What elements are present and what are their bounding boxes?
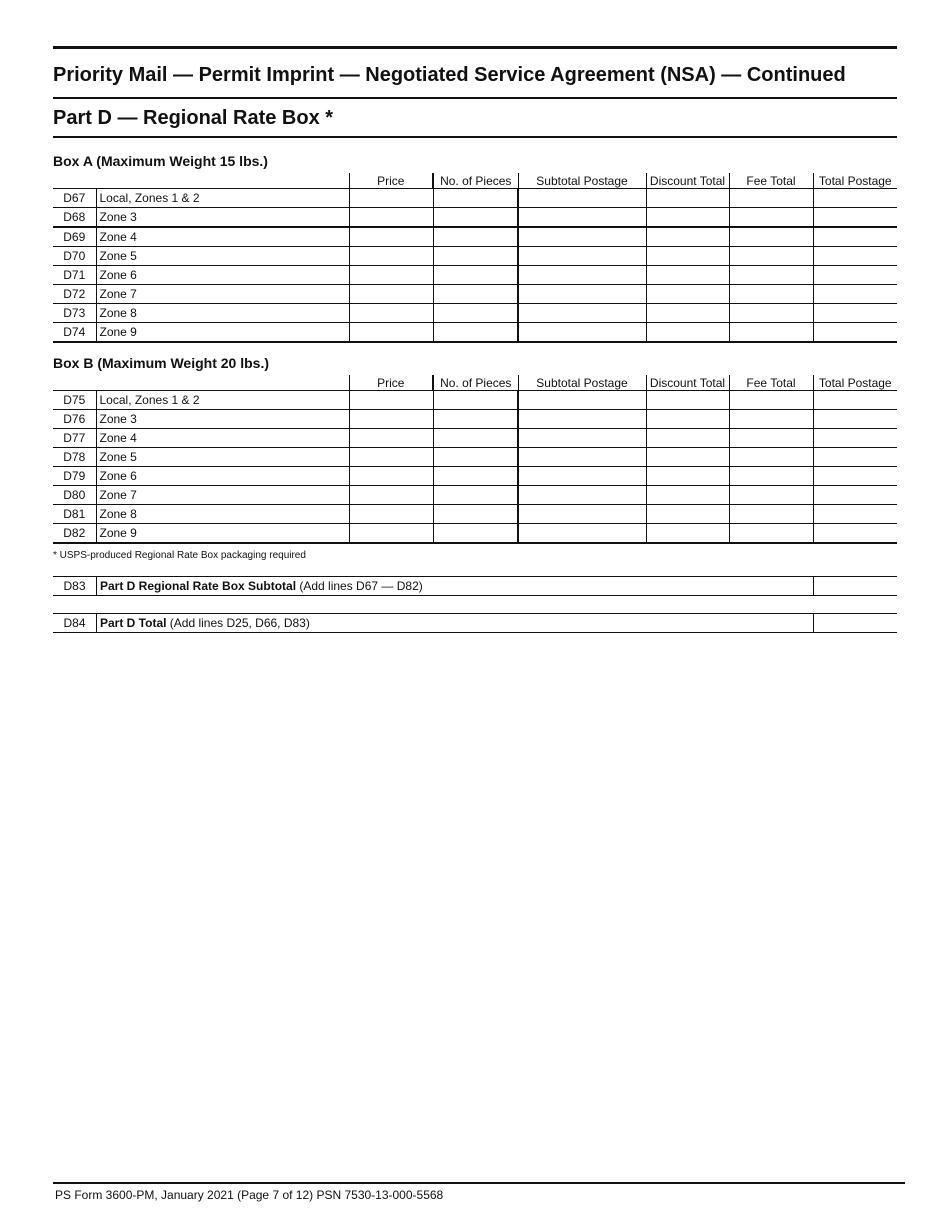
fee-total-field[interactable] <box>729 429 813 448</box>
subtotal-postage-field[interactable] <box>518 467 646 486</box>
subtotal-label <box>97 577 814 596</box>
subtotal-value-field[interactable] <box>814 577 898 596</box>
line-number: D67 <box>53 189 96 208</box>
subtotal-row <box>53 576 897 596</box>
fee-total-field[interactable] <box>729 410 813 429</box>
zone-label: Zone 9 <box>96 323 349 343</box>
column-header-pieces: No. of Pieces <box>433 173 518 189</box>
line-number: D70 <box>53 247 96 266</box>
subtotal-postage-field[interactable] <box>518 227 646 247</box>
column-header-price: Price <box>349 173 433 189</box>
box-b-header-row <box>53 375 897 391</box>
discount-total-field[interactable] <box>646 323 729 343</box>
zone-label: Zone 5 <box>96 448 349 467</box>
line-number: D72 <box>53 285 96 304</box>
fee-total-field[interactable] <box>729 285 813 304</box>
total-postage-field[interactable] <box>813 448 897 467</box>
box-b-table <box>53 375 897 544</box>
total-postage-field[interactable] <box>813 247 897 266</box>
pieces-field[interactable] <box>433 208 518 228</box>
discount-total-field[interactable] <box>646 227 729 247</box>
subtotal-postage-field[interactable] <box>518 410 646 429</box>
subtotal-postage-field[interactable] <box>518 524 646 544</box>
zone-label: Zone 8 <box>96 304 349 323</box>
zone-label: Zone 4 <box>96 429 349 448</box>
fee-total-field[interactable] <box>729 391 813 410</box>
total-postage-field[interactable] <box>813 227 897 247</box>
subtotal-postage-field[interactable] <box>518 189 646 208</box>
subtotal-label-rest: (Add lines D67 — D82) <box>296 579 423 593</box>
pieces-field[interactable] <box>433 285 518 304</box>
line-number: D81 <box>53 505 96 524</box>
discount-total-field[interactable] <box>646 524 729 544</box>
total-label <box>97 614 814 633</box>
price-field[interactable] <box>349 467 433 486</box>
pieces-field[interactable] <box>433 524 518 544</box>
zone-label: Zone 7 <box>96 285 349 304</box>
form-footer: PS Form 3600-PM, January 2021 (Page 7 of 12) PSN 7530-13-000-5568 <box>53 1182 905 1202</box>
discount-total-field[interactable] <box>646 429 729 448</box>
price-field[interactable] <box>349 285 433 304</box>
line-number: D84 <box>53 614 97 633</box>
line-number: D69 <box>53 227 96 247</box>
fee-total-field[interactable] <box>729 448 813 467</box>
total-postage-field[interactable] <box>813 304 897 323</box>
fee-total-field[interactable] <box>729 505 813 524</box>
total-postage-field[interactable] <box>813 486 897 505</box>
discount-total-field[interactable] <box>646 304 729 323</box>
subtotal-postage-field[interactable] <box>518 429 646 448</box>
pieces-field[interactable] <box>433 448 518 467</box>
total-value-field[interactable] <box>814 614 898 633</box>
total-postage-field[interactable] <box>813 524 897 544</box>
table-row <box>53 410 897 429</box>
line-number: D71 <box>53 266 96 285</box>
total-postage-field[interactable] <box>813 266 897 285</box>
pieces-field[interactable] <box>433 410 518 429</box>
discount-total-field[interactable] <box>646 247 729 266</box>
fee-total-field[interactable] <box>729 247 813 266</box>
table-row <box>53 189 897 208</box>
price-field[interactable] <box>349 410 433 429</box>
table-row <box>53 227 897 247</box>
fee-total-field[interactable] <box>729 208 813 228</box>
price-field[interactable] <box>349 247 433 266</box>
discount-total-field[interactable] <box>646 505 729 524</box>
discount-total-field[interactable] <box>646 208 729 228</box>
table-row <box>53 448 897 467</box>
price-field[interactable] <box>349 227 433 247</box>
pieces-field[interactable] <box>433 486 518 505</box>
zone-label: Zone 3 <box>96 410 349 429</box>
total-postage-field[interactable] <box>813 285 897 304</box>
discount-total-field[interactable] <box>646 467 729 486</box>
column-header-discount: Discount Total <box>646 375 729 391</box>
form-page <box>53 46 897 633</box>
part-title: Part D — Regional Rate Box * <box>53 99 897 138</box>
column-header-total: Total Postage <box>813 173 897 189</box>
pieces-field[interactable] <box>433 505 518 524</box>
total-label-rest: (Add lines D25, D66, D83) <box>166 616 310 630</box>
subtotal-postage-field[interactable] <box>518 266 646 285</box>
subtotal-postage-field[interactable] <box>518 323 646 343</box>
header-blank <box>53 375 96 391</box>
line-number: D68 <box>53 208 96 228</box>
discount-total-field[interactable] <box>646 410 729 429</box>
line-number: D80 <box>53 486 96 505</box>
subtotal-postage-field[interactable] <box>518 448 646 467</box>
total-postage-field[interactable] <box>813 467 897 486</box>
table-row <box>53 524 897 544</box>
fee-total-field[interactable] <box>729 227 813 247</box>
line-number: D76 <box>53 410 96 429</box>
table-row <box>53 285 897 304</box>
table-row <box>53 486 897 505</box>
box-a-rows <box>53 189 897 343</box>
price-field[interactable] <box>349 486 433 505</box>
line-number: D79 <box>53 467 96 486</box>
total-postage-field[interactable] <box>813 189 897 208</box>
fee-total-field[interactable] <box>729 304 813 323</box>
fee-total-field[interactable] <box>729 323 813 343</box>
subtotal-label-bold: Part D Regional Rate Box Subtotal <box>100 579 297 593</box>
fee-total-field[interactable] <box>729 266 813 285</box>
zone-label: Zone 5 <box>96 247 349 266</box>
table-row <box>53 304 897 323</box>
zone-label: Zone 9 <box>96 524 349 544</box>
zone-label: Zone 4 <box>96 227 349 247</box>
total-postage-field[interactable] <box>813 323 897 343</box>
pieces-field[interactable] <box>433 429 518 448</box>
box-a-title: Box A (Maximum Weight 15 lbs.) <box>53 153 268 169</box>
table-row <box>53 208 897 228</box>
total-postage-field[interactable] <box>813 208 897 228</box>
zone-label: Zone 8 <box>96 505 349 524</box>
discount-total-field[interactable] <box>646 266 729 285</box>
line-number: D83 <box>53 577 97 596</box>
line-number: D73 <box>53 304 96 323</box>
price-field[interactable] <box>349 208 433 228</box>
fee-total-field[interactable] <box>729 486 813 505</box>
box-a-header-row <box>53 173 897 189</box>
price-field[interactable] <box>349 304 433 323</box>
column-header-subtotal: Subtotal Postage <box>518 375 646 391</box>
price-field[interactable] <box>349 266 433 285</box>
total-row <box>53 613 897 633</box>
subtotal-postage-field[interactable] <box>518 304 646 323</box>
subtotal-postage-field[interactable] <box>518 208 646 228</box>
discount-total-field[interactable] <box>646 189 729 208</box>
zone-label: Zone 6 <box>96 467 349 486</box>
table-row <box>53 247 897 266</box>
column-header-fee: Fee Total <box>729 375 813 391</box>
column-header-total: Total Postage <box>813 375 897 391</box>
header-blank <box>96 173 349 189</box>
table-row <box>53 429 897 448</box>
column-header-subtotal: Subtotal Postage <box>518 173 646 189</box>
table-row <box>53 323 897 343</box>
price-field[interactable] <box>349 505 433 524</box>
pieces-field[interactable] <box>433 189 518 208</box>
line-number: D74 <box>53 323 96 343</box>
line-number: D75 <box>53 391 96 410</box>
total-postage-field[interactable] <box>813 505 897 524</box>
zone-label: Zone 3 <box>96 208 349 228</box>
total-label-bold: Part D Total <box>100 616 167 630</box>
discount-total-field[interactable] <box>646 486 729 505</box>
column-header-fee: Fee Total <box>729 173 813 189</box>
subtotal-postage-field[interactable] <box>518 247 646 266</box>
subtotal-postage-field[interactable] <box>518 505 646 524</box>
price-field[interactable] <box>349 448 433 467</box>
price-field[interactable] <box>349 323 433 343</box>
zone-label: Zone 6 <box>96 266 349 285</box>
fee-total-field[interactable] <box>729 524 813 544</box>
column-header-price: Price <box>349 375 433 391</box>
discount-total-field[interactable] <box>646 391 729 410</box>
pieces-field[interactable] <box>433 304 518 323</box>
pieces-field[interactable] <box>433 467 518 486</box>
pieces-field[interactable] <box>433 247 518 266</box>
box-a-table <box>53 173 897 343</box>
column-header-pieces: No. of Pieces <box>433 375 518 391</box>
box-b-title: Box B (Maximum Weight 20 lbs.) <box>53 355 269 371</box>
table-row <box>53 266 897 285</box>
pieces-field[interactable] <box>433 266 518 285</box>
pieces-field[interactable] <box>433 323 518 343</box>
fee-total-field[interactable] <box>729 467 813 486</box>
total-postage-field[interactable] <box>813 391 897 410</box>
price-field[interactable] <box>349 429 433 448</box>
footnote: * USPS-produced Regional Rate Box packaging required <box>53 550 306 561</box>
zone-label: Zone 7 <box>96 486 349 505</box>
discount-total-field[interactable] <box>646 448 729 467</box>
box-b-rows <box>53 391 897 544</box>
subtotal-postage-field[interactable] <box>518 391 646 410</box>
line-number: D78 <box>53 448 96 467</box>
column-header-discount: Discount Total <box>646 173 729 189</box>
subtotal-postage-field[interactable] <box>518 285 646 304</box>
header-blank <box>53 173 96 189</box>
discount-total-field[interactable] <box>646 285 729 304</box>
total-postage-field[interactable] <box>813 429 897 448</box>
price-field[interactable] <box>349 524 433 544</box>
table-row <box>53 505 897 524</box>
zone-label: Local, Zones 1 & 2 <box>96 391 349 410</box>
table-row <box>53 467 897 486</box>
header-blank <box>96 375 349 391</box>
pieces-field[interactable] <box>433 391 518 410</box>
fee-total-field[interactable] <box>729 189 813 208</box>
price-field[interactable] <box>349 391 433 410</box>
form-title: Priority Mail — Permit Imprint — Negotiated Service Agreement (NSA) — Continued <box>53 49 897 99</box>
subtotal-postage-field[interactable] <box>518 486 646 505</box>
total-postage-field[interactable] <box>813 410 897 429</box>
line-number: D77 <box>53 429 96 448</box>
price-field[interactable] <box>349 189 433 208</box>
table-row <box>53 391 897 410</box>
pieces-field[interactable] <box>433 227 518 247</box>
zone-label: Local, Zones 1 & 2 <box>96 189 349 208</box>
line-number: D82 <box>53 524 96 544</box>
